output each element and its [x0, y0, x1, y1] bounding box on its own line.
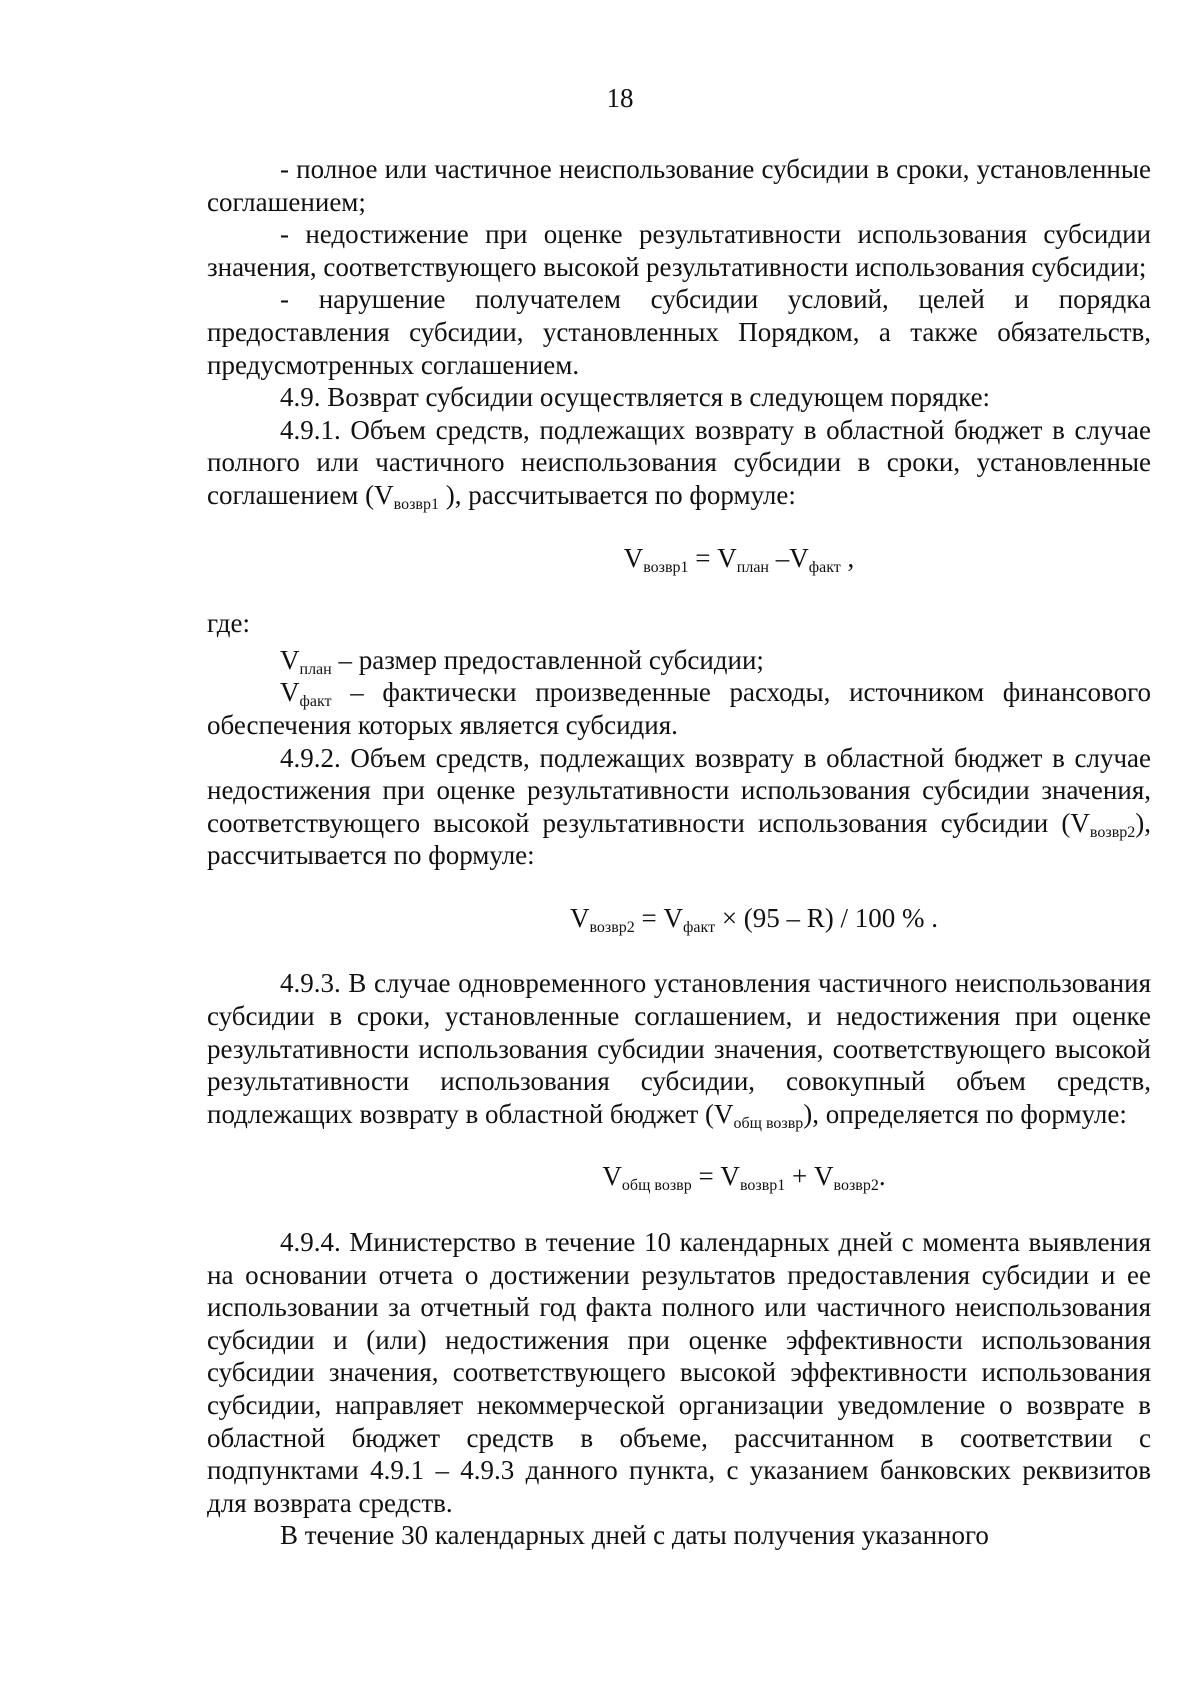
formula-v-vozvr2: $V_{возвр2} = V_{факт} \times (95 - R) / 100$ % . — [569, 902, 939, 936]
paragraph-4-9: 4.9. Возврат субсидии осуществляется в следующем порядке: — [280, 382, 991, 413]
definition-v-plan: $V_{план}$ – размер предоставленной субсидии; — [280, 644, 764, 678]
paragraph-4-9-1: 4.9.1. Объем средств, подлежащих возврату в областной бюджет в случае полного или частичного неиспользования субсидии в сроки, установленные соглашением ($V_{возвр1}$ ), рассчитывается по формуле: — [207, 414, 1151, 513]
paragraph-continuation: В течение 30 календарных дней с даты получения указанного — [280, 1520, 989, 1551]
definition-v-fakt: $V_{факт}$ – фактически произведенные расходы, источником финансового обеспечения которых является субсидия. — [207, 677, 1151, 740]
where-label: где: — [207, 608, 250, 639]
paragraph-4-9-4: 4.9.4. Министерство в течение 10 календарных дней с момента выявления на основании отчета о достижении результатов предоставления субсидии и ее использовании за отчетный год факта полного или частичного неиспользования субсидии и (или) недостижения при оценке эффективности использования субсидии значения, соответствующего высокой эффективности использования субсидии, направляет некоммерческой организации уведомление о возврате в областной бюджет средств в объеме, рассчитанном в соответствии с подпунктами 4.9.1 – 4.9.3 данного пункта, с указанием банковских реквизитов для возврата средств. — [207, 1227, 1151, 1518]
formula-v-vozvr1: $V_{возвр1} = V_{план}$ $-V_{факт}$ , — [623, 542, 855, 576]
formula-v-obsch-vozvr: $V_{общ возвр} = V_{возвр1} + V_{возвр2}$. — [602, 1161, 886, 1195]
paragraph-item-1: - полное или частичное неиспользование субсидии в сроки, установленные соглашением; — [207, 154, 1151, 217]
paragraph-item-2: - недостижение при оценке результативности использования субсидии значения, соответствующего высокой результативности использования субсидии; — [207, 219, 1151, 282]
page-number: 18 — [606, 83, 634, 113]
document-body — [207, 153, 1151, 1552]
paragraph-item-3: - нарушение получателем субсидии условий, целей и порядка предоставления субсидии, установленных Порядком, а также обязательств, предусмотренных соглашением. — [207, 284, 1151, 380]
paragraph-4-9-2: 4.9.2. Объем средств, подлежащих возврату в областной бюджет в случае недостижения при оценке результативности использования субсидии значения, соответствующего высокой результативности использования субсидии $(V_{возвр2})$, рассчитывается по формуле: — [207, 742, 1151, 871]
paragraph-4-9-3: 4.9.3. В случае одновременного установления частичного неиспользования субсидии в сроки, установленные соглашением, и недостижения при оценке результативности использования субсидии значения, соответствующего высокой результативности использования субсидии, совокупный объем средств, подлежащих возврату в областной бюджет $(V_{общ возвр})$, определяется по формуле: — [207, 968, 1151, 1132]
